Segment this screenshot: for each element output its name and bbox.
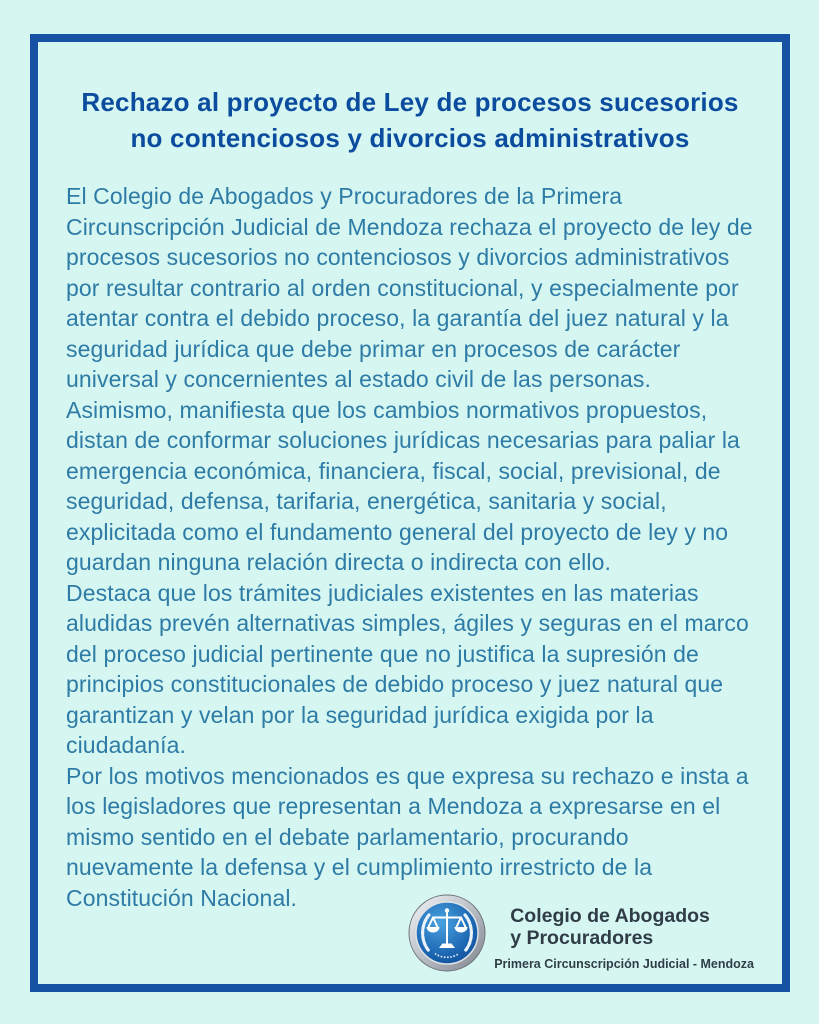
statement-paragraph-2: Asimismo, manifiesta que los cambios normativos propuestos, distan de conformar soluciones jurídicas necesarias para paliar la emergencia económica, financiera, fiscal, social, previsional, de seguridad, defensa, tarifaria, energética, sanitaria y social, explicitada como el fundamento general del proyecto de ley y no guardan ninguna relación directa o indirecta con ello. [66, 396, 740, 575]
organization-name-block [494, 894, 754, 971]
organization-name-line-2: y Procuradores [510, 927, 654, 949]
content-frame [30, 34, 790, 992]
scales-of-justice-icon [408, 894, 486, 972]
statement-paragraph-4: Por los motivos mencionados es que expresa su rechazo e insta a los legisladores que representan a Mendoza a expresarse en el mismo sentido en el debate parlamentario, procurando nuevamente la defensa y el cumplimiento irrestricto de la Constitución Nacional. [66, 762, 749, 911]
title-line-1: Rechazo al proyecto de Ley de procesos sucesorios [81, 87, 739, 117]
organization-subtitle: Primera Circunscripción Judicial - Mendoza [494, 957, 754, 971]
organization-name-line-1: Colegio de Abogados [510, 905, 710, 927]
statement-paragraph-1: El Colegio de Abogados y Procuradores de la Primera Circunscripción Judicial de Mendoza rechaza el proyecto de ley de procesos sucesorios no contenciosos y divorcios administrativos por resultar contrario al orden constitucional, y especialmente por atentar contra el debido proceso, la garantía del juez natural y la seguridad jurídica que debe primar en procesos de carácter universal y concernientes al estado civil de las personas. [66, 183, 753, 392]
page-title [56, 84, 764, 156]
organization-name [494, 905, 754, 949]
title-line-2: no contenciosos y divorcios administrativos [130, 123, 690, 153]
organization-logo [408, 894, 754, 972]
statement-paragraph-3: Destaca que los trámites judiciales existentes en las materias aludidas prevén alternativas simples, ágiles y seguras en el marco del proceso judicial pertinente que no justifica la supresión de principios constitucionales de debido proceso y juez natural que garantizan y velan por la seguridad jurídica exigida por la ciudadanía. [66, 579, 749, 758]
statement-text [66, 181, 760, 913]
